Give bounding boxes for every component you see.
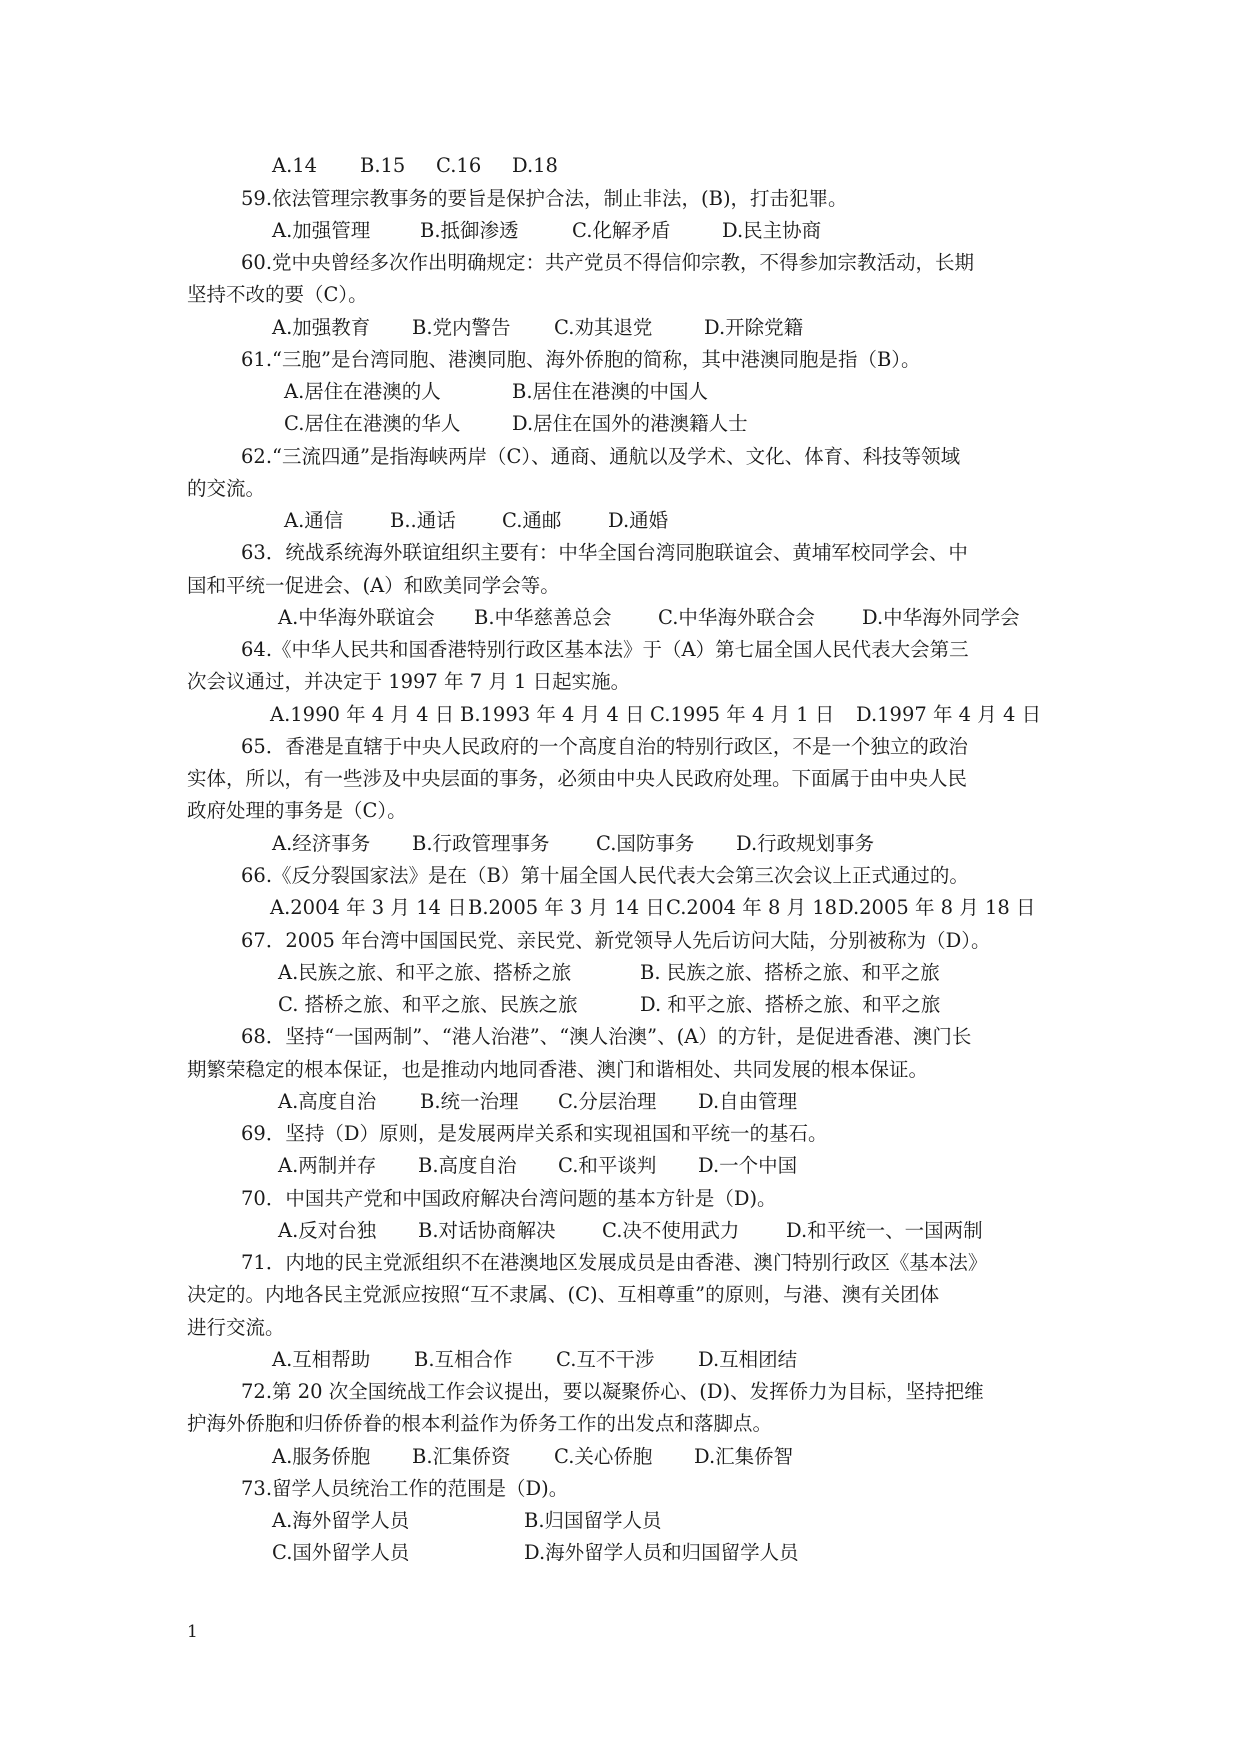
option: B. 民族之旅、搭桥之旅、和平之旅	[640, 961, 940, 984]
question-stem-cont: 次会议通过，并决定于 1997 年 7 月 1 日起实施。	[187, 670, 631, 693]
option: A.高度自治	[278, 1090, 377, 1113]
q62-options	[284, 509, 668, 533]
option: B.1993 年 4 月 4 日	[460, 703, 645, 726]
q69-options	[278, 1154, 797, 1178]
question-stem-cont: 国和平统一促进会、(A）和欧美同学会等。	[187, 574, 560, 597]
question-stem: 68．坚持“一国两制”、“港人治港”、“澳人治澳”、(A）的方针，是促进香港、澳门长	[241, 1025, 972, 1048]
option: D.2005 年 8 月 18 日	[838, 896, 1036, 919]
question-stem-cont: 护海外侨胞和归侨侨眷的根本利益作为侨务工作的出发点和落脚点。	[187, 1412, 773, 1435]
q59-options	[272, 219, 821, 243]
question-stem: 72.第 20 次全国统战工作会议提出，要以凝聚侨心、(D)、发挥侨力为目标，坚持把维	[241, 1380, 984, 1403]
option: C.决不使用武力	[602, 1219, 740, 1242]
option: B.归国留学人员	[524, 1509, 662, 1532]
option: A.加强教育	[272, 316, 371, 339]
question-stem-cont: 决定的。内地各民主党派应按照“互不隶属、(C)、互相尊重”的原则，与港、澳有关团体	[187, 1283, 940, 1306]
option: C.通邮	[502, 509, 562, 532]
option: B.统一治理	[420, 1090, 519, 1113]
option: B.居住在港澳的中国人	[512, 380, 709, 403]
option: B..通话	[390, 509, 456, 532]
q66-options	[270, 896, 1035, 920]
option: D.民主协商	[722, 219, 822, 242]
question-stem: 66.《反分裂国家法》是在（B）第十届全国人民代表大会第三次会议上正式通过的。	[241, 864, 969, 887]
option: C.国外留学人员	[272, 1541, 410, 1564]
option: A.服务侨胞	[272, 1445, 371, 1468]
question-stem-cont: 的交流。	[187, 477, 266, 500]
option: D.和平统一、一国两制	[786, 1219, 983, 1242]
option: A.海外留学人员	[272, 1509, 410, 1532]
option: C.化解矛盾	[572, 219, 671, 242]
q71-options	[272, 1348, 797, 1372]
question-stem: 63．统战系统海外联谊组织主要有：中华全国台湾同胞联谊会、黄埔军校同学会、中	[241, 541, 968, 564]
question-stem: 61.“三胞”是台湾同胞、港澳同胞、海外侨胞的简称，其中港澳同胞是指（B）。	[241, 348, 921, 371]
option: C.16	[436, 154, 482, 177]
question-stem-cont: 进行交流。	[187, 1316, 285, 1339]
question-stem: 71．内地的民主党派组织不在港澳地区发展成员是由香港、澳门特别行政区《基本法》	[241, 1251, 988, 1274]
question-stem: 73.留学人员统治工作的范围是（D)。	[241, 1477, 569, 1500]
option: D.自由管理	[698, 1090, 798, 1113]
q65-options	[272, 832, 874, 856]
q63-options	[278, 606, 1020, 630]
option: A.通信	[284, 509, 344, 532]
option: A.2004 年 3 月 14 日	[270, 896, 467, 919]
option: A.1990 年 4 月 4 日	[270, 703, 455, 726]
question-stem: 64.《中华人民共和国香港特别行政区基本法》于（A）第七届全国人民代表大会第三	[241, 638, 969, 661]
option: A.经济事务	[272, 832, 371, 855]
option: C. 搭桥之旅、和平之旅、民族之旅	[278, 993, 578, 1016]
option: D.一个中国	[698, 1154, 798, 1177]
option: B.党内警告	[412, 316, 511, 339]
option: A.民族之旅、和平之旅、搭桥之旅	[278, 961, 572, 984]
option: A.加强管理	[272, 219, 371, 242]
question-stem-cont: 期繁荣稳定的根本保证，也是推动内地同香港、澳门和谐相处、共同发展的根本保证。	[187, 1058, 929, 1081]
option: C.关心侨胞	[554, 1445, 653, 1468]
q73-options-row1	[272, 1509, 662, 1533]
q73-options-row2	[272, 1541, 799, 1565]
option: A.互相帮助	[272, 1348, 371, 1371]
option: C.中华海外联合会	[658, 606, 815, 629]
option: C.和平谈判	[558, 1154, 657, 1177]
question-stem-cont: 坚持不改的要（C）。	[187, 283, 368, 306]
option: D.开除党籍	[704, 316, 804, 339]
q67-options-row1	[278, 961, 940, 985]
option: C.国防事务	[596, 832, 695, 855]
option: A.居住在港澳的人	[284, 380, 441, 403]
option: A.中华海外联谊会	[278, 606, 435, 629]
page-number: 1	[187, 1622, 198, 1642]
question-stem: 67．2005 年台湾中国国民党、亲民党、新党领导人先后访问大陆，分别被称为（D）。	[241, 929, 991, 952]
option: C.居住在港澳的华人	[284, 412, 461, 435]
question-stem-cont: 政府处理的事务是（C）。	[187, 799, 407, 822]
q70-options	[278, 1219, 983, 1243]
option: B.行政管理事务	[412, 832, 550, 855]
option: B.高度自治	[418, 1154, 517, 1177]
question-stem: 60.党中央曾经多次作出明确规定：共产党员不得信仰宗教，不得参加宗教活动，长期	[241, 251, 975, 274]
question-stem: 69．坚持（D）原则，是发展两岸关系和实现祖国和平统一的基石。	[241, 1122, 828, 1145]
option: B.中华慈善总会	[474, 606, 612, 629]
question-stem-cont: 实体，所以，有一些涉及中央层面的事务，必须由中央人民政府处理。下面属于由中央人民	[187, 767, 968, 790]
option: B.15	[360, 154, 406, 177]
option: C.互不干涉	[556, 1348, 655, 1371]
option: C.分层治理	[558, 1090, 657, 1113]
option: D.海外留学人员和归国留学人员	[524, 1541, 799, 1564]
option: B.互相合作	[414, 1348, 513, 1371]
question-stem: 70．中国共产党和中国政府解决台湾问题的基本方针是（D)。	[241, 1187, 777, 1210]
option: B.汇集侨资	[412, 1445, 511, 1468]
option: B.抵御渗透	[420, 219, 519, 242]
q58-options	[272, 154, 558, 178]
option: A.反对台独	[278, 1219, 377, 1242]
question-stem: 65．香港是直辖于中央人民政府的一个高度自治的特别行政区，不是一个独立的政治	[241, 735, 968, 758]
q67-options-row2	[278, 993, 940, 1017]
option: D. 和平之旅、搭桥之旅、和平之旅	[640, 993, 941, 1016]
option: D.居住在国外的港澳籍人士	[512, 412, 748, 435]
option: C.劝其退党	[554, 316, 653, 339]
q61-options-row1	[284, 380, 708, 404]
option: A.14	[272, 154, 318, 177]
option: D.汇集侨智	[694, 1445, 794, 1468]
option: C.1995 年 4 月 1 日	[650, 703, 835, 726]
option: D.通婚	[608, 509, 669, 532]
option: D.18	[512, 154, 558, 177]
option: B.2005 年 3 月 14 日	[468, 896, 665, 919]
q60-options	[272, 316, 803, 340]
option: D.互相团结	[698, 1348, 798, 1371]
q64-options	[270, 703, 1041, 727]
option: D.1997 年 4 月 4 日	[856, 703, 1042, 726]
q72-options	[272, 1445, 793, 1469]
option: B.对话协商解决	[418, 1219, 556, 1242]
question-stem: 62.“三流四通”是指海峡两岸（C）、通商、通航以及学术、文化、体育、科技等领域	[241, 445, 961, 468]
q61-options-row2	[284, 412, 748, 436]
option: C.2004 年 8 月 18	[666, 896, 838, 919]
question-stem: 59.依法管理宗教事务的要旨是保护合法，制止非法，(B)，打击犯罪。	[241, 187, 848, 210]
option: D.行政规划事务	[736, 832, 875, 855]
q68-options	[278, 1090, 797, 1114]
option: D.中华海外同学会	[862, 606, 1020, 629]
option: A.两制并存	[278, 1154, 377, 1177]
